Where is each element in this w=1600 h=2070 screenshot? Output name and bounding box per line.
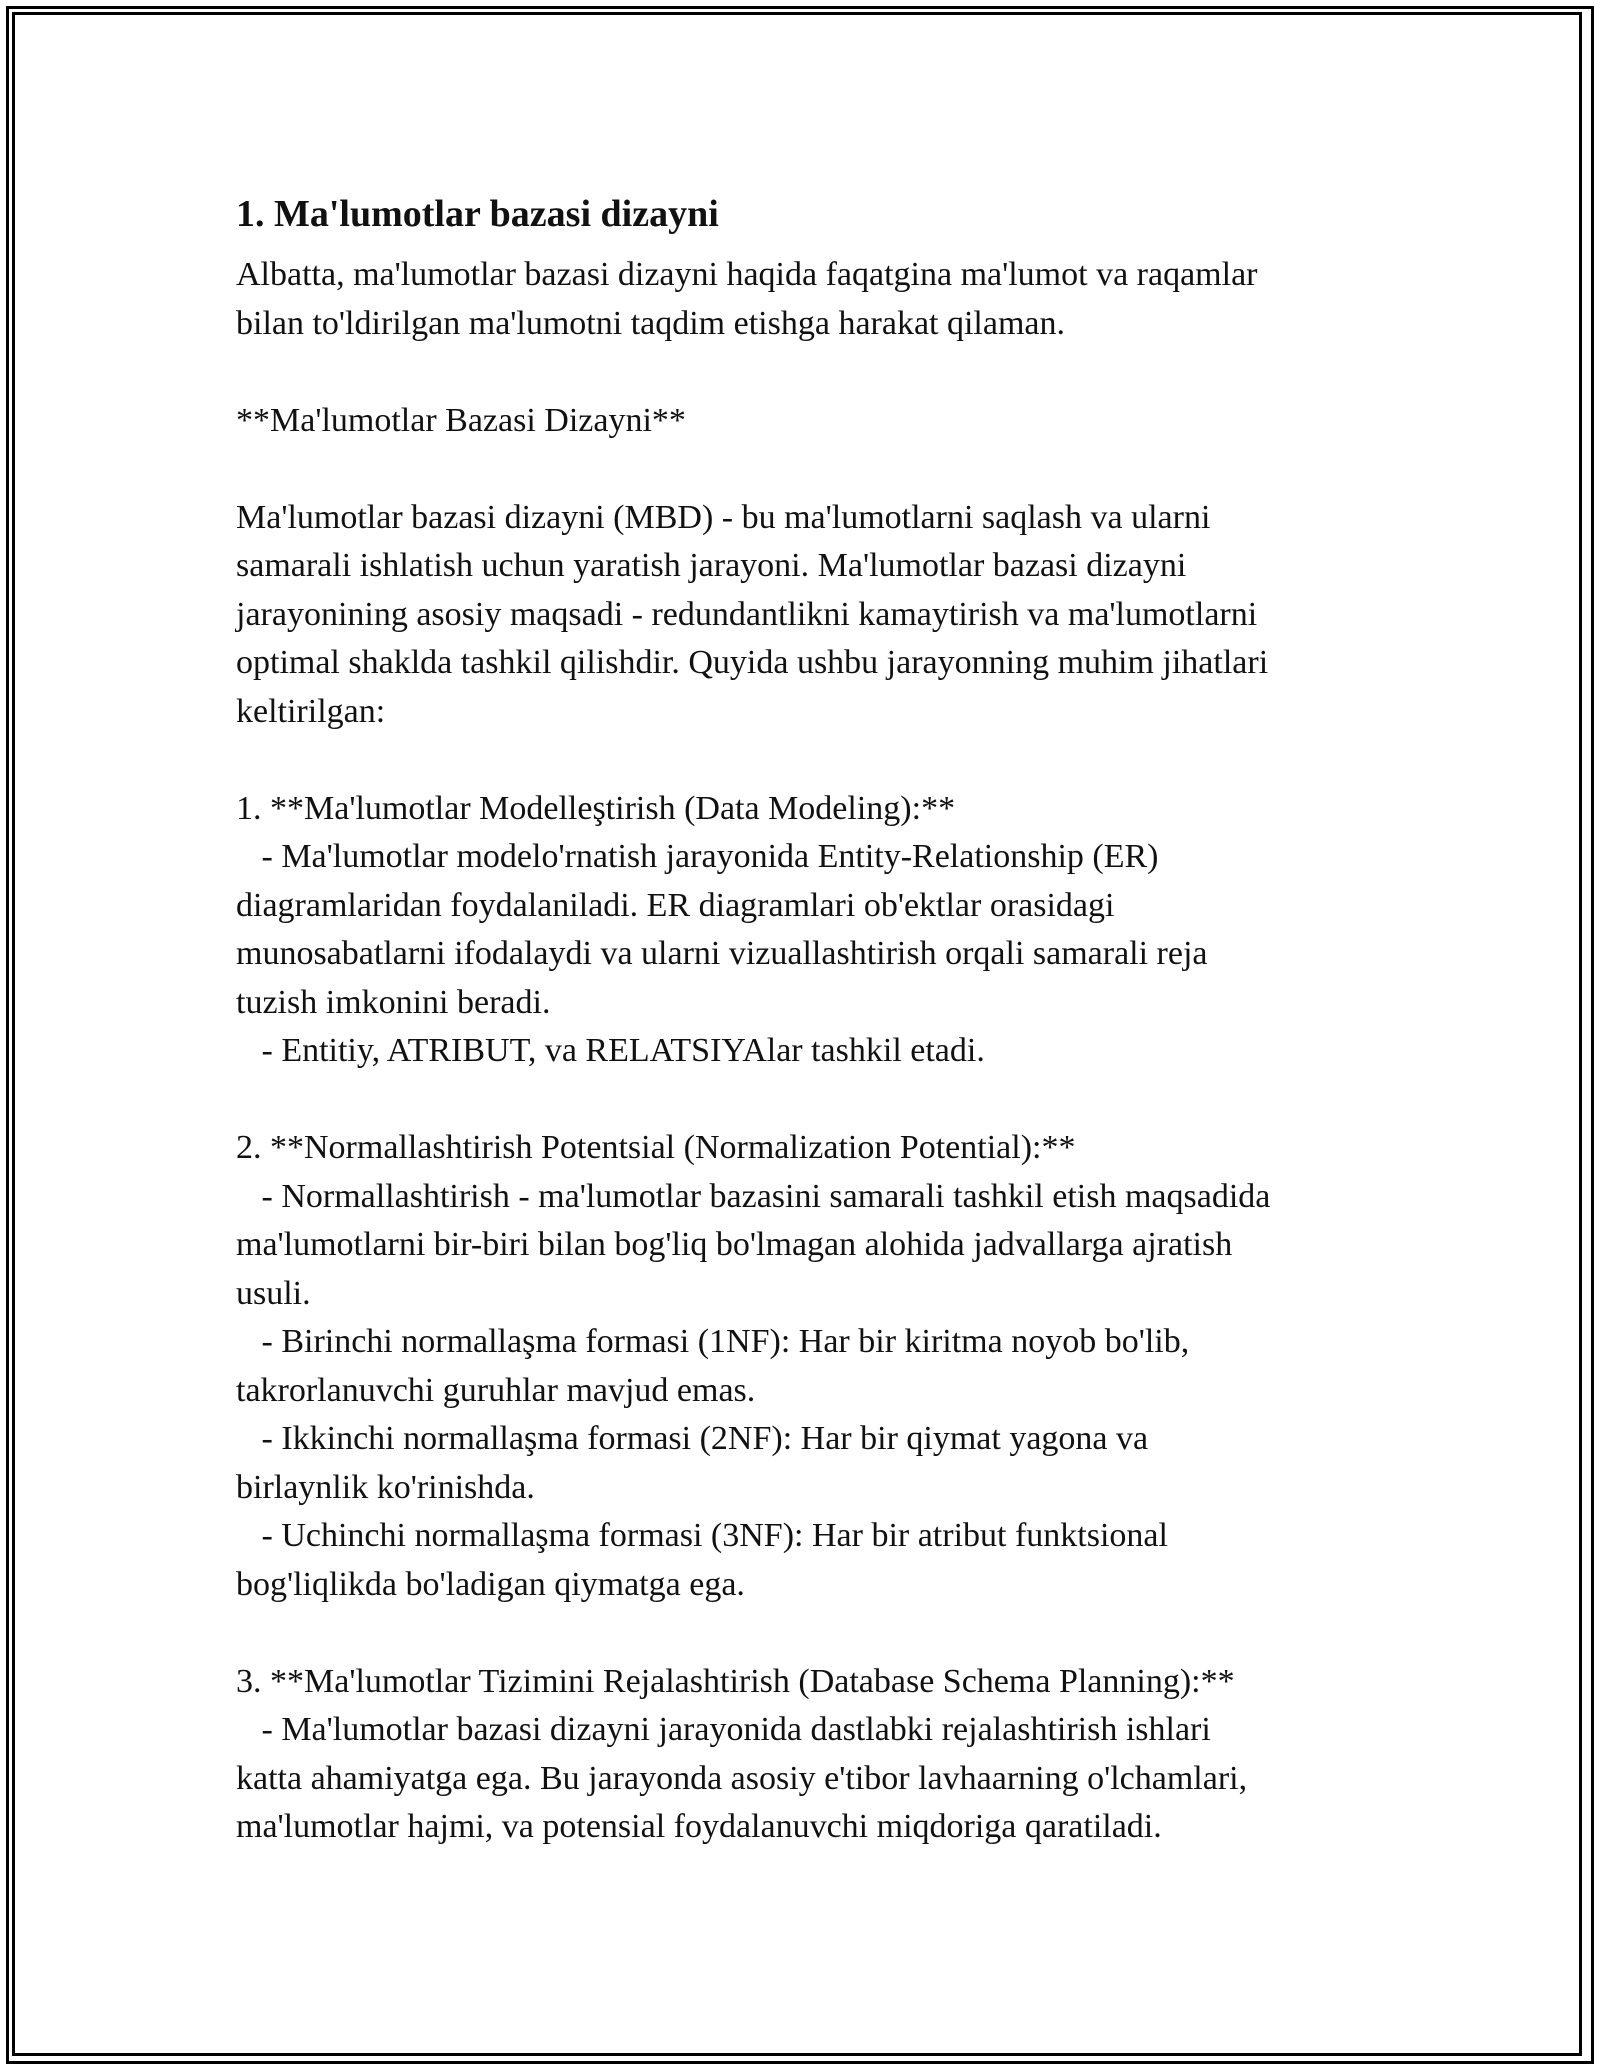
document-title: 1. Ma'lumotlar bazasi dizayni bbox=[236, 193, 719, 235]
document-body bbox=[236, 185, 1366, 1852]
list-item-schema-planning: 3. **Ma'lumotlar Tizimini Rejalashtirish (Database Schema Planning):** - Ma'lumotlar bazasi dizayni jarayonida dastlabki rejalashtirish ishlari katta ahamiyatga ega. Bu jarayonda asosiy e'tibor lavhaarning o'lchamlari, ma'lumotlar hajmi, va potensial foydalanuvchi miqdoriga qaratiladi. bbox=[236, 1662, 1248, 1845]
paragraph-gap bbox=[236, 348, 1366, 397]
paragraph-gap bbox=[236, 1609, 1366, 1658]
section-heading: **Ma'lumotlar Bazasi Dizayni** bbox=[236, 401, 686, 439]
definition-paragraph: Ma'lumotlar bazasi dizayni (MBD) - bu ma'lumotlarni saqlash va ularni samarali ishlatish uchun yaratish jarayoni. Ma'lumotlar bazasi dizayni jarayonining asosiy maqsadi - redundantlikni kamaytirish va ma'lumotlarni optimal shaklda tashkil qilishdir. Quyida ushbu jarayonning muhim jihatlari keltirilgan: bbox=[236, 498, 1269, 730]
paragraph-gap bbox=[236, 736, 1366, 785]
paragraph-gap bbox=[236, 445, 1366, 494]
intro-paragraph: Albatta, ma'lumotlar bazasi dizayni haqida faqatgina ma'lumot va raqamlar bilan to'ldirilgan ma'lumotni taqdim etishga harakat qilaman. bbox=[236, 256, 1258, 342]
list-item-data-modeling: 1. **Ma'lumotlar Modelleştirish (Data Modeling):** - Ma'lumotlar modelo'rnatish jarayonida Entity-Relationship (ER) diagramlaridan foydalaniladi. ER diagramlari ob'ektlar orasidagi munosabatlarni ifodalaydi va ularni vizuallashtirish orqali samarali reja tuzish imkonini beradi. - Entitiy, ATRIBUT, va RELATSIYAlar tashkil etadi. bbox=[236, 789, 1208, 1069]
list-item-normalization: 2. **Normallashtirish Potentsial (Normalization Potential):** - Normallashtirish - ma'lumotlar bazasini samarali tashkil etish maqsadida ma'lumotlarni bir-biri bilan bog'liq bo'lmagan alohida jadvallarga ajratish usuli. - Birinchi normallaşma formasi (1NF): Har bir kiritma noyob bo'lib, takrorlanuvchi guruhlar mavjud emas. - Ikkinchi normallaşma formasi (2NF): Har bir qiymat yagona va birlaynlik ko'rinishda. - Uchinchi normallaşma formasi (3NF): Har bir atribut funktsional bog'liqlikda bo'ladigan qiymatga ega. bbox=[236, 1129, 1271, 1603]
paragraph-gap bbox=[236, 1076, 1366, 1125]
